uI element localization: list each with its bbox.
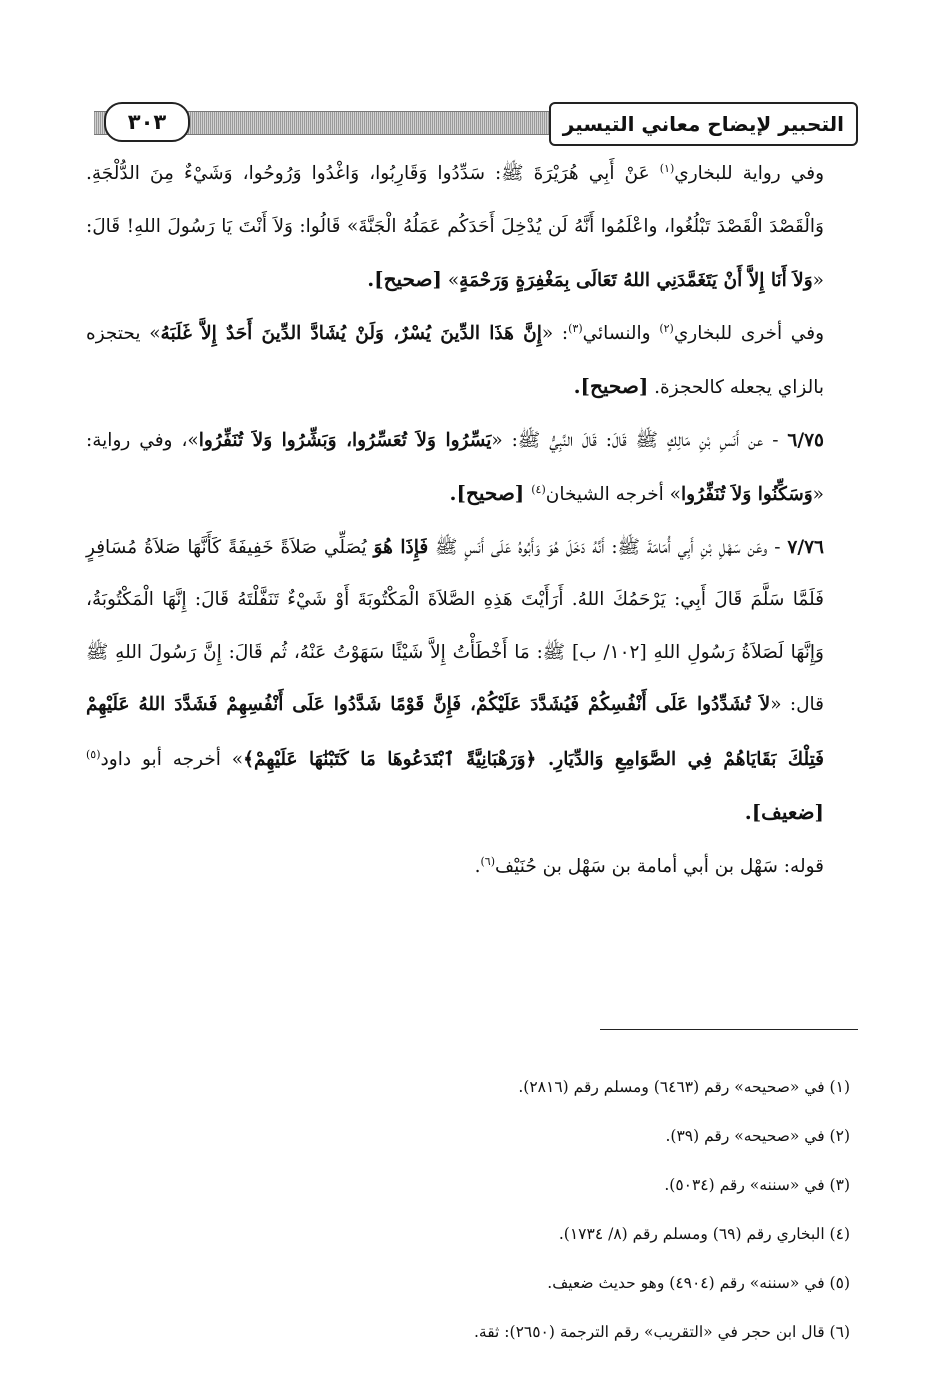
paragraph-hadith-75	[86, 415, 858, 522]
paragraph-text: - عن أَنَسِ بْنِ مَالِكٍ ﷺ قَالَ: قَالَ النَّبِيُّ ﷺ: «	[491, 429, 788, 451]
paragraph-bukhari-narration	[86, 148, 858, 308]
footnote-separator	[600, 1029, 858, 1030]
hadith-grade: [صحيح].	[367, 267, 442, 291]
footnote-4: (٤) البخاري رقم (٦٩) ومسلم رقم (٨/ ١٧٣٤).	[558, 1225, 850, 1243]
book-title: التحبير لإيضاح معاني التيسير	[549, 102, 858, 146]
hadith-grade: [ضعيف].	[744, 800, 824, 824]
paragraph-text: يُصَلِّي صَلاَةً خَفِيفَةً كَأَنَّهَا صَلاَةُ مُسَافِرٍ فَلَمَّا سَلَّمَ قَالَ أَبِي: يَرْحَمُكَ اللهُ. أَرَأَيْتَ هَذِهِ الصَّلاَةَ الْمَكْتُوبَةَ أَوْ شَيْءٌ تَنَفَّلْتَهُ قَالَ: إِنَّهَا الْمَكْتُوبَةُ، وَإِنَّهَا لَصَلاَةُ رَسُولِ اللهِ [١٠٢/ ب] ﷺ: مَا أَخْطَأْتُ إِلاَّ شَيْئًا سَهَوْتُ عَنْهُ، ثُم قَالَ: إِنَّ رَسُولَ اللهِ ﷺ قال: «	[86, 536, 825, 715]
footnote-5: (٥) في «سننه» رقم (٤٩٠٤) وهو حديث ضعيف.	[547, 1274, 850, 1292]
paragraph-text: »، وفي رواية: «	[86, 429, 824, 505]
paragraph-text: والنسائي	[582, 322, 660, 344]
paragraph-tail: » أخرجه أبو داود	[100, 748, 244, 770]
footnotes	[86, 1063, 858, 1357]
hadith-quote: يَسِّرُوا وَلاَ تُعَسِّرُوا، وَبَشِّرُوا وَلاَ تُنَفِّرُوا	[198, 429, 492, 451]
hadith-quote: إِنَّ هَذَا الدِّينَ يُسْرٌ، وَلَنْ يُشَادَّ الدِّينَ أَحَدٌ إِلاَّ غَلَبَهُ	[160, 322, 542, 344]
hadith-grade: [صحيح].	[573, 374, 649, 398]
footnote-ref[interactable]: (٥)	[86, 747, 101, 761]
paragraph-tail: » يحتجزه بالزاي يجعله كالحجزة.	[86, 322, 824, 398]
paragraph-text: عَنْ أَبِي هُرَيْرَةَ ﷺ: سَدِّدُوا وَقَارِبُوا، وَاغْدُوا وَرُوحُوا، وَشَيْءٌ مِنَ الدُّلْجَةِ. وَالْقَصْدَ الْقَصْدَ تَبْلُغُوا، واعْلَمُوا أَنَّهُ لَن يُدْخِلَ أَحَدَكُم عَمَلُهُ الْجَنَّةَ» قَالُوا: وَلاَ أَنْتَ يَا رَسُولَ اللهِ! قَالَ: «	[86, 163, 824, 291]
hadith-grade: [صحيح].	[449, 481, 532, 505]
paragraph-lead: وفي أخرى للبخاري	[673, 322, 825, 344]
footnote-6: (٦) قال ابن حجر في «التقريب» رقم الترجمة (٢٦٥٠): ثقة.	[473, 1323, 850, 1341]
hadith-quote: لاَ تُشَدِّدُوا عَلَى أَنْفُسِكُمْ فَيُشَدَّدَ عَلَيْكُمْ، فَإِنَّ قَوْمًا شَدَّدُوا عَلَى أَنْفُسِهِمْ فَشَدَّدَ اللهُ عَلَيْهِمْ فَتِلْكَ بَقَايَاهُمْ فِي الصَّوَامِعِ وَالدِّيَارِ. ﴿وَرَهْبَانِيَّةً ٱبْتَدَعُوهَا مَا كَتَبْنَٰهَا عَلَيْهِمْ﴾	[86, 694, 825, 770]
footnote-3: (٣) في «سننه» رقم (٥٠٣٤).	[664, 1176, 850, 1194]
footnote-ref[interactable]: (٦)	[480, 854, 496, 868]
page-header	[94, 102, 858, 144]
paragraph-tail: » أخرجه الشيخان	[545, 484, 681, 505]
footnote-ref[interactable]: (١)	[659, 161, 675, 175]
paragraph-hadith-76	[86, 522, 858, 841]
paragraph-tail: .	[474, 855, 481, 877]
footnote-1: (١) في «صحيحه» رقم (٦٤٦٣) ومسلم رقم (٢٨١٦).	[518, 1078, 850, 1096]
main-text	[86, 148, 858, 893]
paragraph-text: قوله: سَهْل بن أبي أمامة بن سَهْل بن حُنَيْف	[495, 855, 824, 877]
footnote-ref[interactable]: (٤)	[531, 482, 546, 496]
footnote-ref[interactable]: (٣)	[568, 321, 583, 335]
hadith-quote: فَإِذَا هُوَ	[373, 536, 429, 558]
paragraph-tail: »	[441, 270, 460, 291]
hadith-number: ٦/٧٥	[787, 429, 824, 451]
paragraph-text: - وعَن سَهْلِ بْنِ أَبِي أُمَامَةَ ﷺ: أَنَّهُ دَخَلَ هُوَ وَأَبُوهُ عَلَى أَنَسٍ ﷺ	[428, 536, 788, 558]
hadith-number: ٧/٧٦	[787, 536, 824, 558]
paragraph-commentary	[86, 841, 858, 894]
page-number: ٣٠٣	[104, 102, 190, 142]
paragraph-another-narration	[86, 308, 858, 415]
paragraph-lead: وفي رواية للبخاري	[674, 163, 824, 184]
paragraph-text: : «	[541, 322, 569, 344]
footnote-2: (٢) في «صحيحه» رقم (٣٩).	[665, 1127, 850, 1145]
hadith-quote: وَلاَ أَنَا إِلاَّ أَنْ يَتَغَمَّدَنِي اللهُ تَعَالَى بِمَغْفِرَةٍ وَرَحْمَةٍ	[459, 270, 813, 291]
footnote-ref[interactable]: (٢)	[659, 321, 674, 335]
hadith-quote: وَسَكِّنُوا وَلاَ تُنَفِّرُوا	[681, 484, 813, 505]
